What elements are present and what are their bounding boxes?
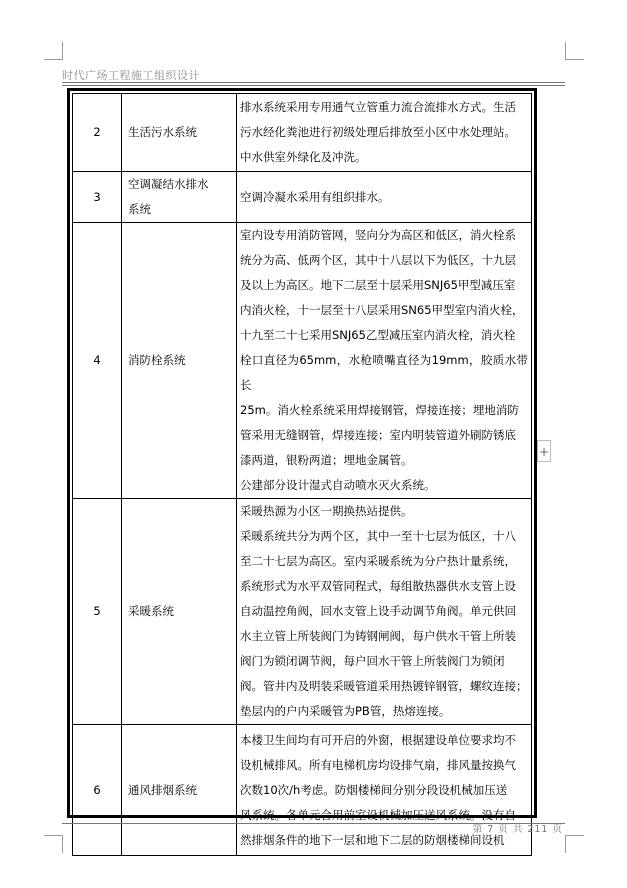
description-line: 本楼卫生间均有可开启的外窗，根据建设单位要求均不 bbox=[240, 732, 516, 747]
table-row bbox=[73, 94, 532, 172]
crop-mark-tr-v bbox=[565, 42, 566, 60]
system-description bbox=[237, 223, 532, 499]
header-divider bbox=[62, 82, 565, 83]
system-description bbox=[237, 94, 532, 172]
row-number: 6 bbox=[73, 725, 122, 856]
description-line: 垫层内的户内采暖管为PB管，热熔连接。 bbox=[240, 704, 451, 718]
expand-button[interactable]: + bbox=[537, 440, 551, 462]
crop-mark-bl-h bbox=[44, 835, 62, 836]
description-line: 排水系统采用专用通气立管重力流合流排水方式。生活 bbox=[240, 100, 516, 114]
description-line: 中水供室外绿化及冲洗。 bbox=[240, 150, 367, 164]
crop-mark-bl-v bbox=[62, 835, 63, 853]
system-name bbox=[122, 725, 237, 856]
table-row bbox=[73, 725, 532, 856]
system-name bbox=[122, 94, 237, 172]
table-row bbox=[73, 172, 532, 223]
crop-mark-br-v bbox=[565, 835, 566, 853]
header-divider-secondary bbox=[62, 85, 565, 86]
description-line: 采暖系统共分为两个区，其中一至十七层为低区，十八 bbox=[240, 529, 516, 543]
description-line: 次数10次/h考虑。防烟楼梯间分别分段设机械加压送 bbox=[240, 782, 508, 797]
system-description bbox=[237, 172, 532, 223]
systems-table bbox=[72, 93, 532, 856]
row-number: 3 bbox=[73, 172, 122, 223]
system-description bbox=[237, 725, 532, 856]
system-name-line: 消防栓系统 bbox=[128, 353, 186, 367]
crop-mark-br-h bbox=[566, 835, 584, 836]
description-line: 污水经化粪池进行初级处理后排放至小区中水处理站。 bbox=[240, 125, 516, 139]
description-line: 十九至二十七采用SNJ65乙型减压室内消火栓，消火栓 bbox=[240, 328, 516, 342]
description-line: 设机械排风。所有电梯机房均设排气扇，排风量按换气 bbox=[240, 757, 516, 772]
system-description bbox=[237, 499, 532, 725]
table-row bbox=[73, 499, 532, 725]
crop-mark-tr-h bbox=[566, 59, 584, 60]
description-line: 及以上为高区。地下二层至十层采用SNJ65甲型减压室 bbox=[240, 278, 516, 292]
description-line: 水主立管上所装阀门为铸钢闸阀，每户供水干管上所装 bbox=[240, 629, 516, 643]
page-header-title: 时代广场工程施工组织设计 bbox=[62, 69, 200, 82]
description-line: 自动温控角阀，回水支管上设手动调节角阀。单元供回 bbox=[240, 604, 516, 618]
description-line: 漆两道，银粉两道；埋地金属管。 bbox=[240, 453, 413, 467]
description-line: 统分为高、低两个区，其中十八层以下为低区，十九层 bbox=[240, 253, 516, 267]
description-line: 管采用无缝钢管，焊接连接；室内明装管道外刷防锈底 bbox=[240, 428, 516, 442]
table-row bbox=[73, 223, 532, 499]
description-line: 内消火栓，十一层至十八层采用SN65甲型室内消火栓， bbox=[240, 303, 524, 317]
description-line: 阀门为锁闭调节阀，每户回水干管上所装阀门为锁闭 bbox=[240, 654, 505, 668]
system-name-line: 生活污水系统 bbox=[128, 125, 197, 139]
description-line: 25m。消火栓系统采用焊接钢管，焊接连接；埋地消防 bbox=[240, 403, 519, 417]
system-name bbox=[122, 223, 237, 499]
row-number: 2 bbox=[73, 94, 122, 172]
description-line: 至二十七层为高区。室内采暖系统为分户热计量系统， bbox=[240, 554, 516, 568]
description-line: 采暖热源为小区一期换热站提供。 bbox=[240, 504, 413, 518]
system-name-line: 通风排烟系统 bbox=[128, 782, 197, 797]
system-name bbox=[122, 499, 237, 725]
system-name-line: 空调凝结水排水 bbox=[128, 177, 209, 191]
crop-mark-tl-v bbox=[62, 42, 63, 60]
description-line: 空调冷凝水采用有组织排水。 bbox=[240, 189, 390, 204]
description-line: 公建部分设计湿式自动喷水灭火系统。 bbox=[240, 478, 436, 492]
row-number: 5 bbox=[73, 499, 122, 725]
system-name-line: 采暖系统 bbox=[128, 604, 174, 618]
crop-mark-tl-h bbox=[44, 59, 62, 60]
description-line: 栓口直径为65mm，水枪喷嘴直径为19mm，胶质水带长 bbox=[240, 353, 528, 392]
description-line: 风系统。各单元合用前室设机械加压送风系统。没有自 bbox=[240, 807, 516, 822]
description-line: 然排烟条件的地下一层和地下二层的防烟楼梯间设机 bbox=[240, 832, 505, 847]
page-number: 第 7 页 共 211 页 bbox=[472, 824, 563, 835]
description-line: 系统形式为水平双管同程式，每组散热器供水支管上设 bbox=[240, 579, 516, 593]
description-line: 室内设专用消防管网，竖向分为高区和低区，消火栓系 bbox=[240, 228, 516, 242]
description-line: 阀。管井内及明装采暖管道采用热镀锌钢管，螺纹连接； bbox=[240, 679, 528, 693]
system-name bbox=[122, 172, 237, 223]
row-number: 4 bbox=[73, 223, 122, 499]
system-name-line: 系统 bbox=[128, 202, 151, 216]
